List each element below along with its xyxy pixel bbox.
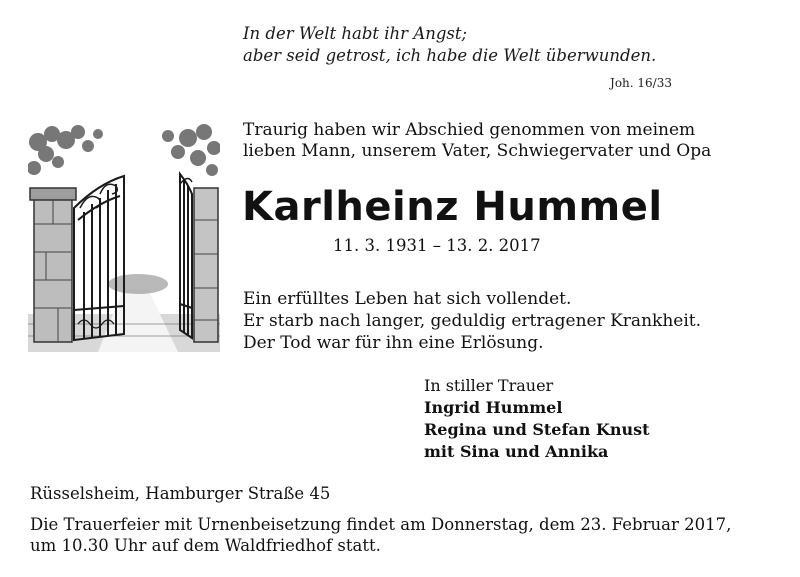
quote-line-1: In der Welt habt ihr Angst; (243, 24, 468, 43)
mourner-name: mit Sina und Annika (424, 442, 609, 461)
life-dates: 11. 3. 1931 – 13. 2. 2017 (333, 236, 541, 255)
service-line-1: Die Trauerfeier mit Urnenbeisetzung findet am Donnerstag, dem 23. Februar 2017, (30, 515, 732, 534)
address: Rüsselsheim, Hamburger Straße 45 (30, 484, 331, 503)
service-line-2: um 10.30 Uhr auf dem Waldfriedhof statt. (30, 536, 381, 555)
bible-quote (243, 23, 656, 67)
verse-line-2: Er starb nach langer, geduldig ertragener Krankheit. (243, 311, 702, 331)
mourner-name: Regina und Stefan Knust (424, 420, 650, 439)
mourners-block (424, 375, 649, 463)
deceased-name: Karlheinz Hummel (242, 184, 663, 230)
intro-line-2: lieben Mann, unserem Vater, Schwiegervater und Opa (243, 141, 712, 161)
verse-line-1: Ein erfülltes Leben hat sich vollendet. (243, 289, 572, 309)
verse-line-3: Der Tod war für ihn eine Erlösung. (243, 333, 544, 353)
memorial-verse (243, 288, 701, 354)
intro-line-1: Traurig haben wir Abschied genommen von meinem (243, 120, 696, 140)
garden-gate-icon (28, 124, 220, 352)
intro-text (243, 120, 711, 162)
quote-reference: Joh. 16/33 (610, 76, 672, 90)
mourners-heading: In stiller Trauer (424, 376, 554, 395)
mourner-name: Ingrid Hummel (424, 398, 563, 417)
quote-line-2: aber seid getrost, ich habe die Welt überwunden. (243, 46, 657, 65)
funeral-service-info (30, 514, 731, 556)
